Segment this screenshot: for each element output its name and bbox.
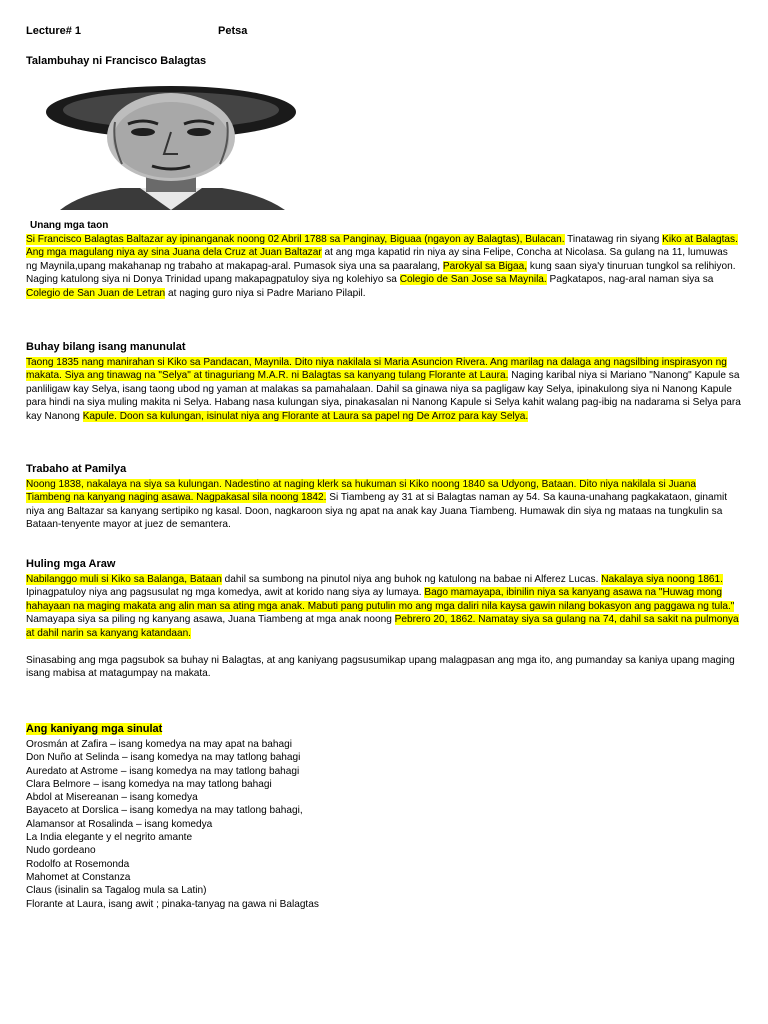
highlighted-text: Colegio de San Jose sa Maynila.	[399, 274, 547, 286]
text-run: Namayapa siya sa piling ng kanyang asawa, Juana Tiambeng at mga anak noong	[26, 614, 395, 626]
heading-works	[26, 723, 162, 735]
works-list-item: Don Nuño at Selinda – isang komedya na may tatlong bahagi	[26, 752, 301, 764]
highlighted-text: Colegio de San Juan de Letran	[26, 287, 166, 299]
text-run: Ipinagpatuloy niya ang pagsusulat ng mga komedya, awit at korido nang siya ay lumaya.	[26, 587, 425, 599]
works-list-item: Rodolfo at Rosemonda	[26, 858, 130, 870]
highlighted-text: Bago mamayapa, ibinilin niya sa kanyang asawa na "Huwag mong hahayaan na maging makata ang alin man sa ating mga anak. Mabuti pang putulin mo ang mga daliri nila kaysa gawin nilang bokasyon ang paggawa ng tula."	[26, 587, 735, 612]
works-list-item: Claus (isinalin sa Tagalog mula sa Latin)	[26, 885, 207, 897]
highlighted-text: Taong 1835 nang manirahan si Kiko sa Pandacan, Maynila. Dito niya nakilala si Maria Asuncion Rivera. Ang marilag na dalaga ang nagsilbing inspirasyon ng makata. Siya ang tinawag na "Selya" at tinaguriang M.A.R. ni Balagtas sa kanyang tulang Florante at Laura.	[26, 357, 727, 382]
works-list	[26, 738, 319, 911]
paragraph-writer-life	[26, 356, 741, 423]
text-run: Si Tiambeng ay 31 at si Balagtas naman ay 54. Sa kauna-unahang pagkakataon, ginamit niya ang Baltazar sa kanyang sertipiko ng kasal. Doon, nagkaroon siya ng apat na anak kay Juana Tiambeng. Humawak din siya ng mataas na tungkulin sa Bataan-tenyente mayor at juez de semantera.	[26, 492, 728, 531]
text-run: Sinasabing ang mga pagsubok sa buhay ni Balagtas, at ang kaniyang pagsusumikap upang malagpasan ang mga ito, ang pumanday sa kaniya upang maging isang mabisa at matagumpay na makata.	[26, 655, 735, 680]
text-run: Naging karibal niya si Mariano "Nanong" Kapule sa panliligaw kay Selya, isang taong ubod ng yaman at malakas sa pamahalaan. Dahil sa ginawa niya sa pagligaw kay Selya, ipinakulong siya ni Nanong Kapule para hindi na siya muling makita ni Selya. Habang nasa kulungan siya, pinakasalan ni Nanong Kapule si Selya kahit walang pag-ibig na nadarama si Selya para kay Nanong	[26, 370, 741, 422]
highlighted-text: Ang mga magulang niya ay sina Juana dela Cruz at Juan Baltazar	[26, 247, 322, 259]
works-list-item: Bayaceto at Dorslica – isang komedya na may tatlong bahagi,	[26, 805, 303, 817]
works-list-item: Abdol at Misereanan – isang komedya	[26, 792, 198, 804]
text-run: at naging guro niya si Padre Mariano Pilapil.	[165, 287, 366, 299]
highlighted-text: Kapule. Doon sa kulungan, isinulat niya ang Florante at Laura sa papel ng De Arroz para kay Selya.	[82, 410, 529, 422]
text-run: at ang mga kapatid rin niya ay sina Felipe, Concha at Nicolasa. Sa gulang na 11, lumuwas ng Maynila,upang makahanap ng trabaho at makapag-aral. Pumasok siya una sa paaralang,	[26, 247, 728, 272]
heading-work-family: Trabaho at Pamilya	[26, 463, 127, 475]
text-run: Tinatawag rin siyang	[564, 234, 663, 245]
paragraph-early-years	[26, 233, 741, 300]
paragraph-conclusion	[26, 654, 741, 681]
highlighted-text: Nabilanggo muli si Kiko sa Balanga, Bataan	[26, 574, 222, 585]
highlighted-text: Noong 1838, nakalaya na siya sa kulungan. Nadestino at naging klerk sa hukuman si Kiko noong 1840 sa Udyong, Bataan. Dito niya nakilala si Juana Tiambeng na kanyang naging asawa. Nagpakasal sila noong 1842.	[26, 479, 696, 504]
highlighted-text: Parokyal sa Bigaa,	[442, 260, 528, 272]
text-run: Pagkatapos, nag-aral naman siya sa	[546, 274, 714, 286]
text-run: kung saan siya'y tinuruan tungkol sa relihiyon. Naging katulong siya ni Donya Trinidad upang makapagpatuloy siya ng kolehiyo sa	[26, 260, 736, 286]
paragraph-work-family	[26, 478, 741, 532]
page-title: Talambuhay ni Francisco Balagtas	[26, 55, 207, 67]
heading-writer-life: Buhay bilang isang manunulat	[26, 341, 186, 353]
heading-works-text: Ang kaniyang mga sinulat	[26, 723, 163, 735]
date-label: Petsa	[218, 25, 248, 37]
works-list-item: La India elegante y el negrito amante	[26, 832, 193, 844]
lecture-number: Lecture# 1	[26, 25, 82, 37]
works-list-item: Clara Belmore – isang komedya na may tatlong bahagi	[26, 778, 272, 790]
works-list-item: Florante at Laura, isang awit ; pinaka-tanyag na gawa ni Balagtas	[26, 898, 319, 910]
works-list-item: Auredato at Astrome – isang komedya na may tatlong bahagi	[26, 765, 300, 777]
heading-final-days: Huling mga Araw	[26, 558, 116, 570]
highlighted-text: Pebrero 20, 1862. Namatay siya sa gulang na 74, dahil sa sakit na pulmonya at dahil narin sa kanyang katandaan.	[26, 614, 739, 639]
highlighted-text: Si Francisco Balagtas Baltazar ay ipinanganak noong 02 Abril 1788 sa Panginay, Biguaa (ngayon ay Balagtas), Bulacan.	[26, 234, 565, 245]
works-list-item: Alamansor at Rosalinda – isang komedya	[26, 818, 213, 830]
works-list-item: Mahomet at Constanza	[26, 871, 131, 883]
paragraph-final-days	[26, 573, 741, 640]
works-list-item: Orosmán at Zafira – isang komedya na may apat na bahagi	[26, 739, 292, 750]
highlighted-text: Kiko at Balagtas.	[662, 234, 738, 245]
subheading-early-years: Unang mga taon	[30, 220, 109, 231]
text-run: dahil sa sumbong na pinutol niya ang buhok ng katulong na babae ni Alferez Lucas.	[221, 574, 602, 585]
highlighted-text: Nakalaya siya noong 1861.	[601, 574, 723, 585]
portrait-image	[40, 82, 302, 210]
works-list-item: Nudo gordeano	[26, 845, 96, 857]
